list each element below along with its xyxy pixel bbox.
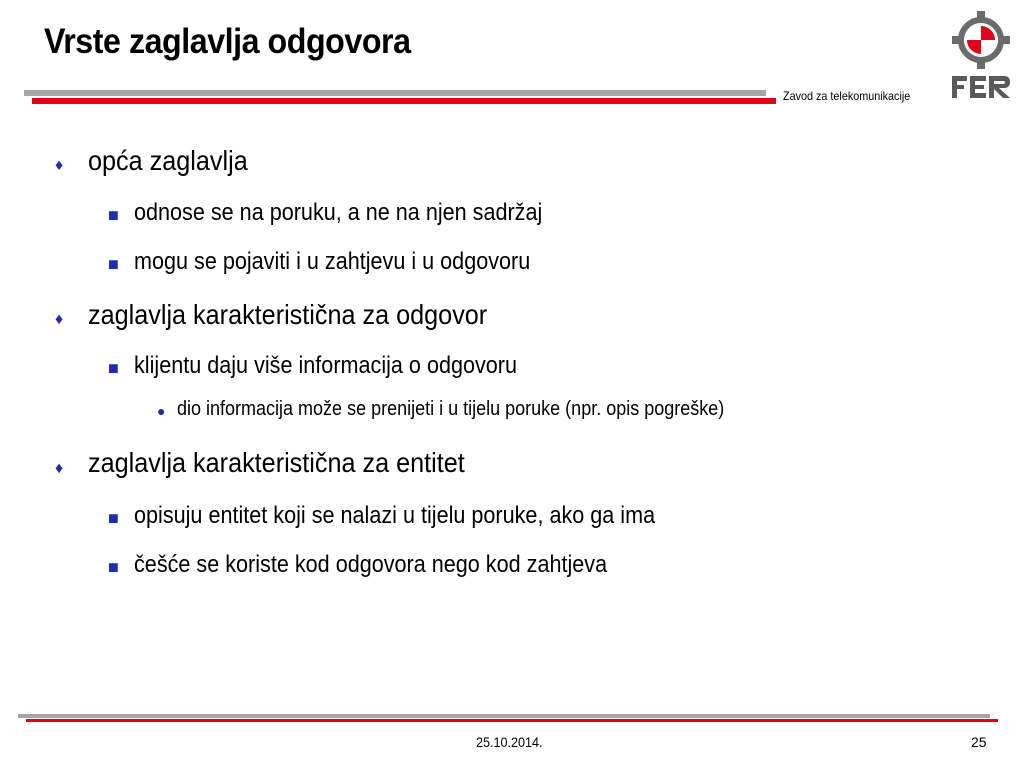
bullet-level3: dio informacija može se prenijeti i u tijelu poruke (npr. opis pogreške)	[177, 398, 725, 420]
bullet-level2: češće se koriste kod odgovora nego kod zahtjeva	[134, 551, 608, 578]
bullet-level1: zaglavlja karakteristična za odgovor	[88, 299, 488, 330]
square-bullet-icon: ■	[108, 358, 119, 378]
square-bullet-icon: ■	[108, 205, 119, 225]
circle-bullet-icon: ●	[157, 403, 166, 419]
department-label: Zavod za telekomunikacije	[783, 89, 911, 103]
page-title: Vrste zaglavlja odgovora	[44, 22, 411, 61]
bullet-level2: mogu se pojaviti i u zahtjevu i u odgovoru	[134, 248, 531, 275]
square-bullet-icon: ■	[108, 254, 119, 274]
bullet-level2: odnose se na poruku, a ne na njen sadržaj	[134, 199, 543, 226]
footer-divider-red	[26, 719, 998, 722]
slide-date: 25.10.2014.	[476, 734, 543, 750]
bullet-level2: klijentu daju više informacija o odgovoru	[134, 352, 518, 379]
square-bullet-icon: ■	[108, 508, 119, 528]
diamond-bullet-icon: ♦	[55, 311, 64, 328]
bullet-level1: opća zaglavlja	[88, 145, 248, 176]
bullet-level2: opisuju entitet koji se nalazi u tijelu poruke, ako ga ima	[134, 502, 656, 529]
diamond-bullet-icon: ♦	[55, 460, 64, 477]
square-bullet-icon: ■	[108, 557, 119, 577]
page-number: 25	[971, 734, 987, 750]
diamond-bullet-icon: ♦	[55, 157, 64, 174]
bullet-level1: zaglavlja karakteristična za entitet	[88, 447, 465, 478]
footer-divider-gray	[18, 714, 990, 718]
